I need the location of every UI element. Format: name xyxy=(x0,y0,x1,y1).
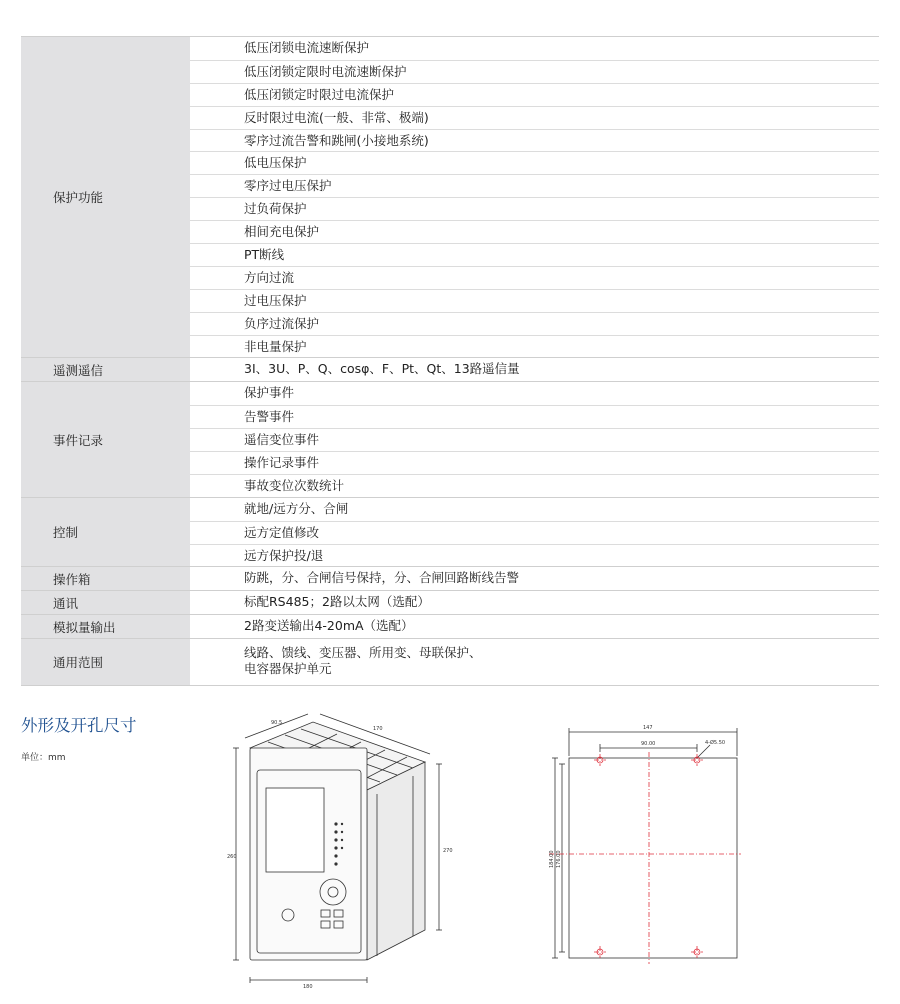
spec-group xyxy=(21,381,879,496)
dim-hole: 4-Ø5.50 xyxy=(705,740,726,746)
spec-items xyxy=(190,37,879,357)
spec-group xyxy=(21,566,879,590)
spec-category: 通用范围 xyxy=(21,639,190,685)
spec-items xyxy=(190,498,879,567)
spec-category: 保护功能 xyxy=(21,37,190,357)
spec-group xyxy=(21,590,879,614)
spec-item: PT断线 xyxy=(190,243,879,266)
spec-item: 2路变送输出4-20mA（选配） xyxy=(244,618,414,634)
dim-width: 147 xyxy=(643,725,653,731)
spec-category: 操作箱 xyxy=(21,567,190,590)
spec-item: 远方定值修改 xyxy=(190,521,879,544)
unit-label: 单位：mm xyxy=(21,753,66,763)
dim-top-left: 90.5 xyxy=(271,720,283,726)
spec-item: 负序过流保护 xyxy=(190,312,879,335)
spec-item: 过电压保护 xyxy=(190,289,879,312)
spec-items xyxy=(190,615,879,638)
spec-item: 方向过流 xyxy=(190,266,879,289)
dim-right: 270 xyxy=(443,848,453,854)
device-outline-drawing xyxy=(225,712,465,1002)
spec-group xyxy=(21,614,879,638)
spec-group xyxy=(21,36,879,357)
spec-group xyxy=(21,357,879,381)
spec-item: 保护事件 xyxy=(244,385,295,401)
spec-item: 非电量保护 xyxy=(190,335,879,358)
spec-item: 过负荷保护 xyxy=(190,197,879,220)
spec-items xyxy=(190,358,879,381)
panel-cutout-drawing xyxy=(545,718,745,978)
spec-group xyxy=(21,497,879,567)
spec-table xyxy=(21,36,879,686)
dim-bottom: 180 xyxy=(303,984,313,990)
dim-top-right: 170 xyxy=(373,726,383,732)
spec-category: 控制 xyxy=(21,498,190,567)
spec-items xyxy=(190,382,879,496)
spec-item: 告警事件 xyxy=(190,405,879,428)
spec-item: 零序过电压保护 xyxy=(190,174,879,197)
spec-item: 低压闭锁定限时电流速断保护 xyxy=(190,60,879,83)
dim-hole-spacing: 90.00 xyxy=(641,741,656,747)
spec-category: 遥测遥信 xyxy=(21,358,190,381)
spec-item: 标配RS485；2路以太网（选配） xyxy=(244,594,430,610)
spec-items xyxy=(190,567,879,590)
spec-item: 操作记录事件 xyxy=(190,451,879,474)
spec-category: 事件记录 xyxy=(21,382,190,496)
spec-item: 防跳，分、合闸信号保持，分、合闸回路断线告警 xyxy=(244,570,520,586)
spec-item: 反时限过电流(一般、非常、极端) xyxy=(190,106,879,129)
spec-item: 遥信变位事件 xyxy=(190,428,879,451)
dim-height-b: 176.00 xyxy=(556,850,562,868)
dim-left: 260 xyxy=(227,854,237,860)
spec-item: 低压闭锁电流速断保护 xyxy=(244,40,370,55)
spec-item: 相间充电保护 xyxy=(190,220,879,243)
spec-item: 线路、馈线、变压器、所用变、母联保护、 电容器保护单元 xyxy=(244,645,482,677)
dim-height-a: 184.00 xyxy=(549,850,555,868)
spec-item: 事故变位次数统计 xyxy=(190,474,879,497)
spec-category: 模拟量输出 xyxy=(21,615,190,638)
spec-group xyxy=(21,638,879,686)
spec-item: 零序过流告警和跳闸(小接地系统) xyxy=(190,129,879,152)
spec-item: 就地/远方分、合闸 xyxy=(244,500,349,516)
dimensions-title: 外形及开孔尺寸 xyxy=(21,716,137,735)
spec-item: 低电压保护 xyxy=(190,151,879,174)
spec-item: 3I、3U、P、Q、cosφ、F、Pt、Qt、13路遥信量 xyxy=(244,361,520,377)
spec-category: 通讯 xyxy=(21,591,190,614)
spec-items xyxy=(190,591,879,614)
spec-item: 低压闭锁定时限过电流保护 xyxy=(190,83,879,106)
spec-items xyxy=(190,639,879,685)
spec-item: 远方保护投/退 xyxy=(190,544,879,567)
